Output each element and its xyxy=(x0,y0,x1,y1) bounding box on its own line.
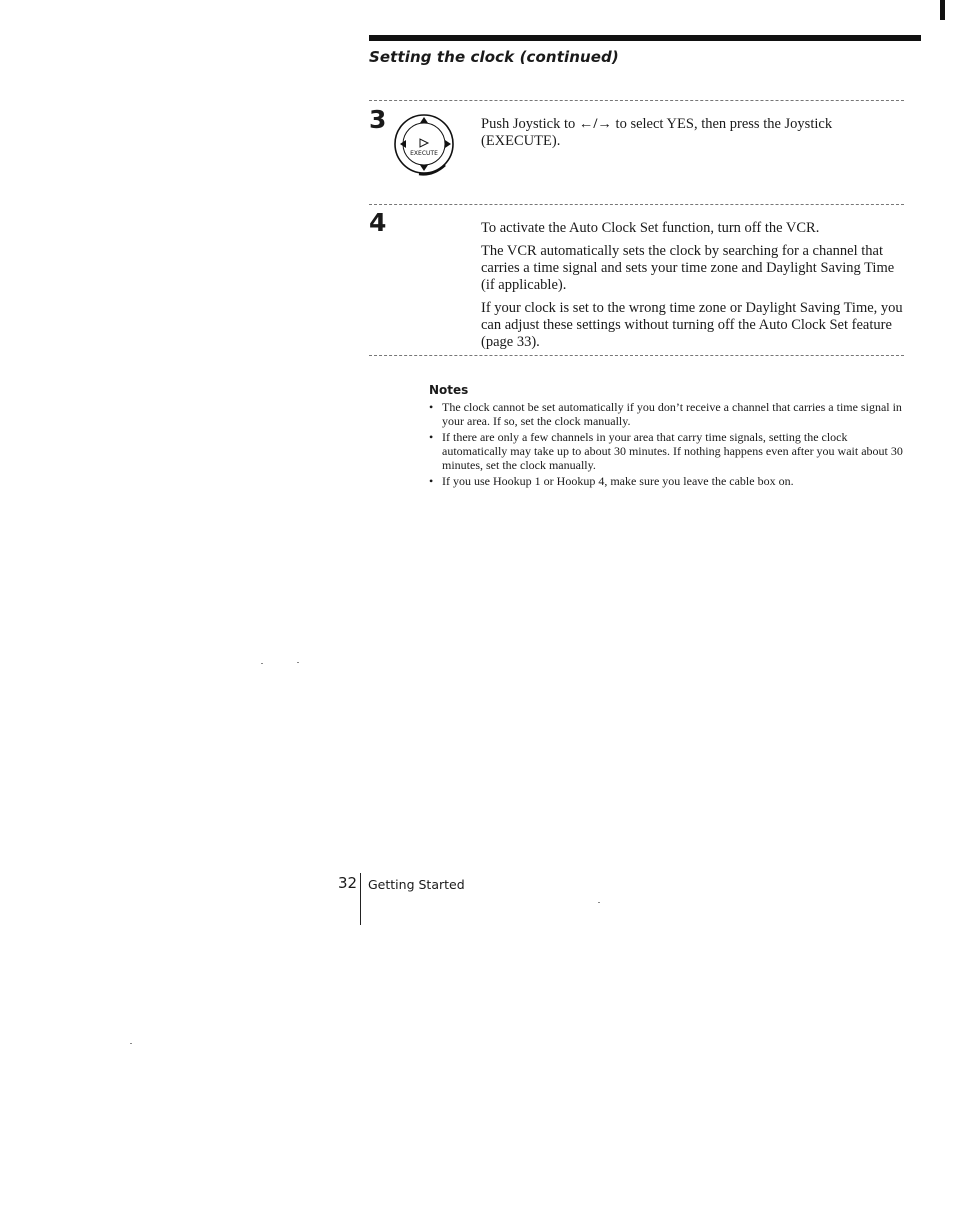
execute-label: EXECUTE xyxy=(410,150,438,157)
step-4-text xyxy=(481,220,906,357)
step-divider xyxy=(369,204,904,205)
joystick-execute-icon xyxy=(393,113,459,179)
step-number: 4 xyxy=(369,208,387,237)
bullet-icon: • xyxy=(429,400,434,414)
scan-speck xyxy=(297,662,299,663)
note-item xyxy=(429,400,909,428)
note-text: If you use Hookup 1 or Hookup 4, make sure you leave the cable box on. xyxy=(442,474,794,488)
step-4-paragraph: The VCR automatically sets the clock by searching for a channel that carries a time signal and sets your time zone and Daylight Saving Time (if applicable). xyxy=(481,243,895,293)
instruction-text-end: to select YES, then press the Joystick (EXECUTE). xyxy=(481,116,833,149)
margin-marker xyxy=(940,0,945,20)
joystick-execute-icon-svg xyxy=(393,113,459,179)
footer-divider xyxy=(360,873,361,925)
notes-title: Notes xyxy=(429,383,469,397)
note-item xyxy=(429,474,909,488)
note-item xyxy=(429,430,909,472)
bullet-icon: • xyxy=(429,430,434,444)
instruction-text-start: Push Joystick to xyxy=(481,116,579,132)
footer-section-name: Getting Started xyxy=(368,877,465,892)
section-title: Setting the clock (continued) xyxy=(369,48,619,66)
header-rule xyxy=(369,35,921,41)
scan-speck xyxy=(598,902,600,903)
step-4-paragraph: If your clock is set to the wrong time zone or Daylight Saving Time, you can adjust these settings without turning off the Auto Clock Set feature (page 33). xyxy=(481,300,903,350)
step-3-instruction xyxy=(481,116,906,150)
notes-list xyxy=(429,400,909,490)
bullet-icon: • xyxy=(429,474,434,488)
note-text: The clock cannot be set automatically if you don’t receive a channel that carries a time signal in your area. If so, set the clock manually. xyxy=(442,400,902,428)
note-text: If there are only a few channels in your area that carry time signals, setting the clock automatically may take up to about 30 minutes. If nothing happens even after you wait about 30 minutes, set the clock manually. xyxy=(442,430,903,472)
step-number: 3 xyxy=(369,105,387,134)
step-divider xyxy=(369,355,904,356)
scan-speck xyxy=(261,663,263,664)
left-right-arrows: ←/→ xyxy=(578,116,612,132)
step-divider xyxy=(369,100,904,101)
scan-speck xyxy=(130,1043,132,1044)
step-4-paragraph: To activate the Auto Clock Set function, turn off the VCR. xyxy=(481,220,820,236)
page-number: 32 xyxy=(338,874,358,892)
